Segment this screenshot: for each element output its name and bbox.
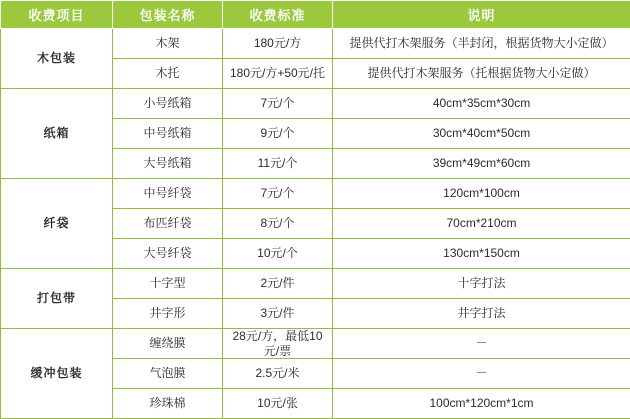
price-cell: 9元/个: [223, 119, 333, 149]
price-cell: 2.5元/米: [223, 359, 333, 389]
price-cell: 28元/方，最低10元/票: [223, 329, 333, 359]
description-cell: 100cm*120cm*1cm: [333, 389, 630, 419]
table-header-row: [1, 1, 630, 29]
description-cell: 井字打法: [333, 299, 630, 329]
package-name-cell: 木托: [113, 59, 223, 89]
price-cell: 7元/个: [223, 179, 333, 209]
price-cell: 7元/个: [223, 89, 333, 119]
price-cell: 10元/个: [223, 239, 333, 269]
description-cell: 120cm*100cm: [333, 179, 630, 209]
price-cell: 180元/方+50元/托: [223, 59, 333, 89]
column-header-package-name: 包装名称: [113, 1, 223, 29]
package-name-cell: 井字形: [113, 299, 223, 329]
package-name-cell: 缠绕膜: [113, 329, 223, 359]
price-cell: 180元/方: [223, 29, 333, 59]
table-row: [1, 179, 630, 209]
column-header-price: 收费标准: [223, 1, 333, 29]
package-name-cell: 木架: [113, 29, 223, 59]
description-cell: 70cm*210cm: [333, 209, 630, 239]
package-name-cell: 大号纸箱: [113, 149, 223, 179]
table-header: [1, 1, 630, 29]
table-body: [1, 29, 630, 419]
description-cell: 130cm*150cm: [333, 239, 630, 269]
price-cell: 11元/个: [223, 149, 333, 179]
description-cell: －: [333, 329, 630, 359]
price-cell: 3元/件: [223, 299, 333, 329]
price-cell: 2元/件: [223, 269, 333, 299]
category-cell: 缓冲包装: [1, 329, 113, 419]
package-name-cell: 中号纸箱: [113, 119, 223, 149]
package-name-cell: 小号纸箱: [113, 89, 223, 119]
column-header-item: 收费项目: [1, 1, 113, 29]
package-name-cell: 中号纤袋: [113, 179, 223, 209]
description-cell: 39cm*49cm*60cm: [333, 149, 630, 179]
table-row: [1, 89, 630, 119]
package-name-cell: 十字型: [113, 269, 223, 299]
description-cell: 40cm*35cm*30cm: [333, 89, 630, 119]
column-header-description: 说明: [333, 1, 630, 29]
description-cell: 十字打法: [333, 269, 630, 299]
package-name-cell: 大号纤袋: [113, 239, 223, 269]
table-row: [1, 329, 630, 359]
description-cell: 提供代打木架服务（半封闭，根据货物大小定做）: [333, 29, 630, 59]
category-cell: 打包带: [1, 269, 113, 329]
description-cell: 提供代打木架服务（托根据货物大小定做）: [333, 59, 630, 89]
description-cell: 30cm*40cm*50cm: [333, 119, 630, 149]
category-cell: 木包装: [1, 29, 113, 89]
price-cell: 8元/个: [223, 209, 333, 239]
package-name-cell: 布匹纤袋: [113, 209, 223, 239]
description-cell: －: [333, 359, 630, 389]
price-cell: 10元/张: [223, 389, 333, 419]
category-cell: 纸箱: [1, 89, 113, 179]
package-name-cell: 珍珠棉: [113, 389, 223, 419]
table-row: [1, 29, 630, 59]
package-name-cell: 气泡膜: [113, 359, 223, 389]
category-cell: 纤袋: [1, 179, 113, 269]
table-row: [1, 269, 630, 299]
